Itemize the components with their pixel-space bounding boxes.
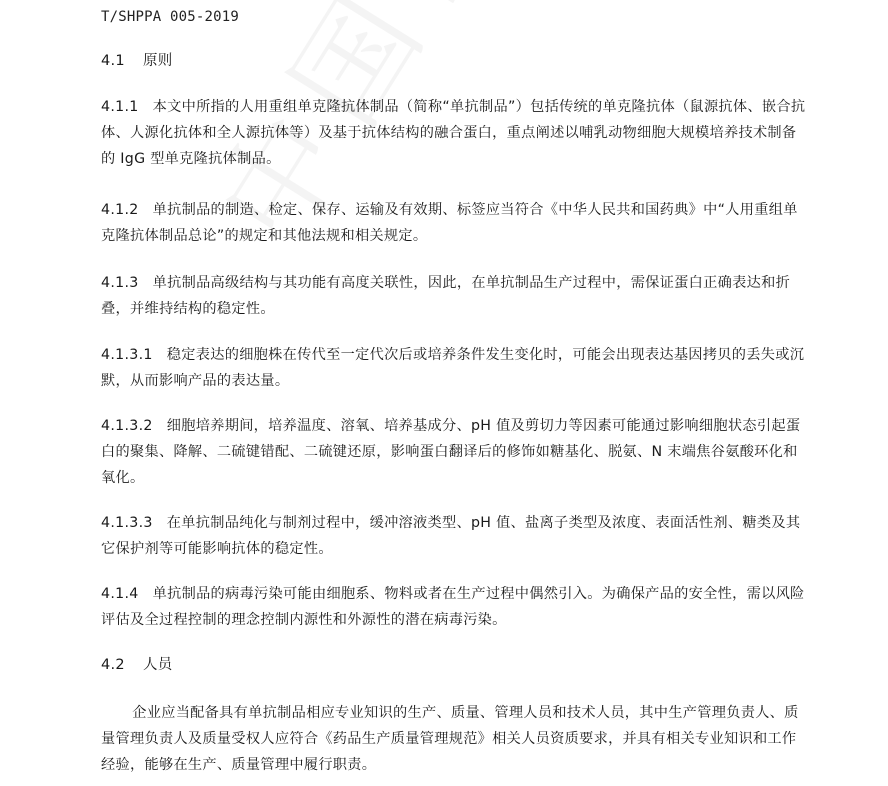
clause-number: 4.1.3.2 [101, 418, 153, 434]
clause-number: 4.1.3.1 [101, 347, 153, 363]
clause-number: 4.1.3.3 [101, 515, 153, 531]
standard-code: T/SHPPA 005-2019 [101, 9, 240, 25]
clause-4-1-1 [101, 94, 807, 172]
section-heading-4-1 [101, 48, 173, 74]
clause-4-1-3-2 [101, 413, 807, 491]
section-title: 原则 [142, 53, 173, 69]
clause-4-1-3-3 [101, 510, 807, 562]
section-number: 4.1 [101, 53, 125, 69]
clause-4-1-3-1 [101, 342, 807, 394]
clause-text: 细胞培养期间，培养温度、溶氧、培养基成分、pH 值及剪切力等因素可能通过影响细胞状态引起蛋白的聚集、降解、二硫键错配、二硫键还原，影响蛋白翻译后的修饰如糖基化、脱氨、N 末端焦谷氨酸环化和氧化。 [101, 418, 801, 486]
clause-number: 4.1.2 [101, 202, 139, 218]
clause-text: 本文中所指的人用重组单克隆抗体制品（简称“单抗制品”）包括传统的单克隆抗体（鼠源抗体、嵌合抗体、人源化抗体和全人源抗体等）及基于抗体结构的融合蛋白，重点阐述以哺乳动物细胞大规模培养技术制备的 IgG 型单克隆抗体制品。 [101, 99, 806, 167]
section-title: 人员 [142, 657, 173, 673]
clause-text: 在单抗制品纯化与制剂过程中，缓冲溶液类型、pH 值、盐离子类型及浓度、表面活性剂、糖类及其它保护剂等可能影响抗体的稳定性。 [101, 515, 801, 557]
clause-text: 稳定表达的细胞株在传代至一定代次后或培养条件发生变化时，可能会出现表达基因拷贝的丢失或沉默，从而影响产品的表达量。 [101, 347, 805, 389]
clause-number: 4.1.1 [101, 99, 139, 115]
clause-number: 4.1.4 [101, 586, 139, 602]
clause-text: 单抗制品的病毒污染可能由细胞系、物料或者在生产过程中偶然引入。为确保产品的安全性，需以风险评估及全过程控制的理念控制内源性和外源性的潜在病毒污染。 [101, 586, 805, 628]
section-number: 4.2 [101, 657, 125, 673]
clause-text: 单抗制品的制造、检定、保存、运输及有效期、标签应当符合《中华人民共和国药典》中“人用重组单克隆抗体制品总论”的规定和其他法规和相关规定。 [101, 202, 798, 244]
clause-number: 4.1.3 [101, 275, 139, 291]
clause-4-1-4 [101, 581, 807, 633]
clause-text: 单抗制品高级结构与其功能有高度关联性，因此，在单抗制品生产过程中，需保证蛋白正确表达和折叠，并维持结构的稳定性。 [101, 275, 791, 317]
section-heading-4-2 [101, 652, 173, 678]
clause-4-1-3 [101, 270, 807, 322]
section-4-2-body: 企业应当配备具有单抗制品相应专业知识的生产、质量、管理人员和技术人员，其中生产管理负责人、质量管理负责人及质量受权人应符合《药品生产质量管理规范》相关人员资质要求，并具有相关专业知识和工作经验，能够在生产、质量管理中履行职责。 [101, 705, 799, 773]
clause-4-1-2 [101, 197, 807, 249]
